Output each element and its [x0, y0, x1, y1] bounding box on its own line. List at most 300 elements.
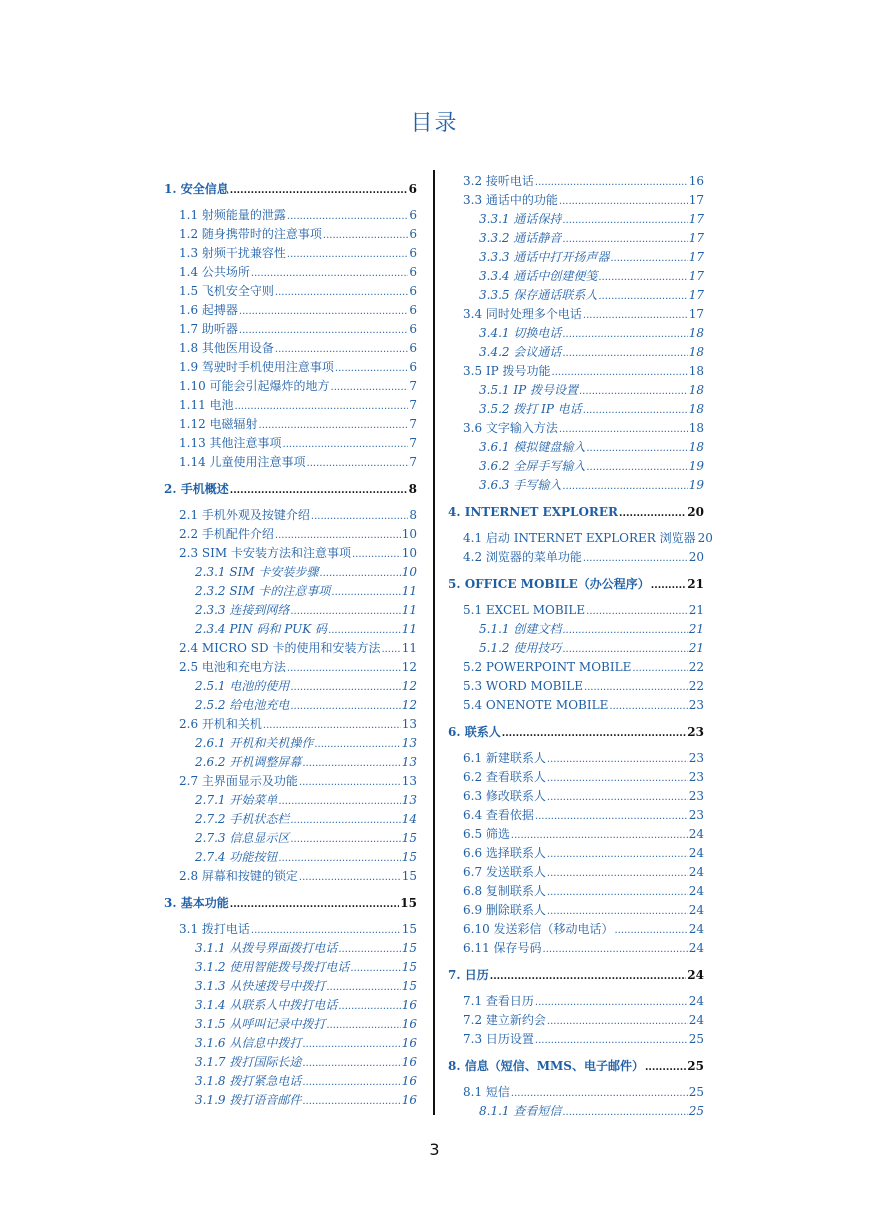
toc-entry-title: 4.1 启动 INTERNET EXPLORER 浏览器 — [463, 531, 696, 545]
toc-entry-page: 23 — [688, 751, 704, 765]
toc-leader-dots — [302, 753, 400, 773]
toc-entry[interactable] — [448, 502, 704, 522]
page-title: 目录 — [410, 111, 459, 136]
toc-entry-title: 1.4 公共场所 — [179, 265, 250, 279]
toc-entry[interactable] — [448, 939, 704, 958]
toc-entry-title: 3.3.4 通话中创建便笺 — [479, 269, 598, 283]
toc-entry-page: 17 — [688, 269, 704, 283]
toc-leader-dots — [278, 791, 400, 811]
toc-entry-title: 1.6 起搏器 — [179, 303, 238, 317]
toc-leader-dots — [230, 479, 408, 501]
toc-entry-title: 4.2 浏览器的菜单功能 — [463, 550, 582, 564]
toc-entry[interactable] — [164, 958, 417, 977]
toc-entry[interactable] — [164, 263, 417, 282]
toc-entry-page: 10 — [401, 565, 417, 579]
toc-entry-title: 3.6.1 模拟键盘输入 — [479, 440, 586, 454]
toc-entry-title: 3.1.1 从拨号界面拨打电话 — [195, 941, 338, 955]
toc-entry-title: 6.9 删除联系人 — [463, 903, 546, 917]
toc-entry[interactable] — [164, 415, 417, 434]
toc-entry[interactable] — [448, 722, 704, 742]
toc-entry[interactable] — [164, 1034, 417, 1053]
toc-entry-page: 7 — [409, 398, 417, 412]
toc-entry[interactable] — [448, 476, 704, 495]
toc-entry[interactable] — [448, 601, 704, 620]
toc-entry-page: 7 — [409, 455, 417, 469]
toc-entry[interactable] — [164, 677, 417, 696]
toc-entry-page: 6 — [409, 265, 417, 279]
toc-entry[interactable] — [164, 977, 417, 996]
toc-entry[interactable] — [164, 434, 417, 453]
toc-entry[interactable] — [448, 324, 704, 343]
toc-entry[interactable] — [164, 396, 417, 415]
toc-entry-page: 10 — [401, 527, 417, 541]
toc-entry-page: 21 — [687, 577, 704, 591]
toc-entry-page: 15 — [401, 979, 417, 993]
toc-entry[interactable] — [448, 658, 704, 677]
toc-leader-dots — [584, 677, 688, 697]
toc-entry[interactable] — [164, 225, 417, 244]
toc-leader-dots — [535, 1030, 688, 1050]
toc-entry-title: 3.1.4 从联系人中拨打电话 — [195, 998, 338, 1012]
toc-entry-title: 3.6 文字输入方法 — [463, 421, 558, 435]
toc-leader-dots — [287, 206, 408, 226]
toc-entry-title: 3.4 同时处理多个电话 — [463, 307, 582, 321]
toc-leader-dots — [615, 920, 688, 940]
toc-entry-page: 19 — [688, 459, 704, 473]
toc-entry-page: 15 — [401, 850, 417, 864]
toc-leader-dots — [235, 396, 409, 416]
toc-entry-page: 17 — [688, 193, 704, 207]
toc-entry[interactable] — [164, 582, 417, 601]
toc-entry-title: 2.4 MICRO SD 卡的使用和安装方法 — [179, 641, 381, 655]
toc-entry[interactable] — [448, 992, 704, 1011]
toc-leader-dots — [328, 620, 401, 640]
toc-entry-title: 3.1.6 从信息中拨打 — [195, 1036, 302, 1050]
toc-entry-page: 7 — [409, 417, 417, 431]
toc-leader-dots — [287, 658, 401, 678]
toc-leader-dots — [302, 1034, 400, 1054]
toc-leader-dots — [586, 457, 687, 477]
toc-leader-dots — [651, 574, 687, 596]
toc-entry[interactable] — [164, 639, 417, 658]
toc-entry[interactable] — [448, 419, 704, 438]
toc-entry[interactable] — [448, 286, 704, 305]
toc-entry[interactable] — [448, 639, 704, 658]
toc-entry-title: 7.3 日历设置 — [463, 1032, 534, 1046]
toc-entry-title: 3.2 接听电话 — [463, 174, 534, 188]
toc-leader-dots — [275, 525, 401, 545]
toc-entry[interactable] — [448, 1083, 704, 1102]
toc-leader-dots — [314, 734, 400, 754]
toc-entry[interactable] — [164, 772, 417, 791]
toc-leader-dots — [559, 419, 688, 439]
toc-entry-title: 3.4.2 会议通话 — [479, 345, 562, 359]
toc-entry-page: 25 — [688, 1085, 704, 1099]
toc-entry[interactable] — [448, 267, 704, 286]
toc-entry[interactable] — [164, 1053, 417, 1072]
toc-leader-dots — [299, 772, 401, 792]
toc-entry-title: 1.1 射频能量的泄露 — [179, 208, 286, 222]
toc-entry[interactable] — [164, 179, 417, 199]
toc-entry[interactable] — [448, 574, 704, 594]
toc-entry-title: 3.1.3 从快速拨号中拨打 — [195, 979, 326, 993]
toc-entry[interactable] — [164, 829, 417, 848]
toc-entry-title: 3.5.2 拨打 IP 电话 — [479, 402, 582, 416]
toc-entry-page: 16 — [401, 998, 417, 1012]
toc-entry-title: 5.1.2 使用技巧 — [479, 641, 562, 655]
toc-entry-page: 13 — [401, 736, 417, 750]
toc-leader-dots — [619, 502, 686, 524]
toc-entry[interactable] — [164, 244, 417, 263]
toc-entry-page: 16 — [401, 1036, 417, 1050]
toc-entry[interactable] — [448, 381, 704, 400]
toc-entry-page: 11 — [401, 584, 417, 598]
toc-entry-page: 15 — [400, 896, 417, 910]
toc-leader-dots — [547, 768, 688, 788]
toc-leader-dots — [543, 939, 688, 959]
toc-entry-page: 18 — [688, 326, 704, 340]
toc-entry-title: 2.7.3 信息显示区 — [195, 831, 290, 845]
toc-entry-page: 23 — [688, 789, 704, 803]
toc-left-column — [164, 172, 417, 1110]
toc-entry-title: 2.2 手机配件介绍 — [179, 527, 274, 541]
toc-entry-title: 2. 手机概述 — [164, 482, 229, 496]
toc-entry-title: 8. 信息（短信、MMS、电子邮件） — [448, 1059, 644, 1073]
toc-entry-title: 2.3.1 SIM 卡安装步骤 — [195, 565, 319, 579]
toc-entry[interactable] — [164, 734, 417, 753]
toc-entry-title: 4. INTERNET EXPLORER — [448, 505, 619, 519]
toc-entry-title: 2.3 SIM 卡安装方法和注意事项 — [179, 546, 351, 560]
page-number: 3 — [429, 1140, 440, 1159]
toc-entry-title: 2.6 开机和关机 — [179, 717, 262, 731]
toc-leader-dots — [323, 225, 408, 245]
toc-entry-page: 12 — [401, 660, 417, 674]
toc-entry[interactable] — [164, 1091, 417, 1110]
toc-leader-dots — [352, 544, 401, 564]
toc-leader-dots — [583, 548, 688, 568]
toc-entry[interactable] — [164, 282, 417, 301]
toc-entry-title: 5. OFFICE MOBILE（办公程序） — [448, 577, 650, 591]
toc-entry-page: 24 — [688, 994, 704, 1008]
toc-entry[interactable] — [448, 882, 704, 901]
toc-entry-page: 23 — [688, 770, 704, 784]
toc-entry[interactable] — [164, 339, 417, 358]
toc-entry-title: 3.6.3 手写输入 — [479, 478, 562, 492]
toc-entry[interactable] — [448, 191, 704, 210]
toc-entry[interactable] — [448, 248, 704, 267]
toc-leader-dots — [559, 191, 688, 211]
toc-entry[interactable] — [164, 453, 417, 472]
toc-entry[interactable] — [448, 400, 704, 419]
toc-entry-title: 3.3.1 通话保持 — [479, 212, 562, 226]
toc-entry[interactable] — [164, 320, 417, 339]
toc-entry[interactable] — [164, 206, 417, 225]
toc-entry[interactable] — [448, 768, 704, 787]
toc-entry-page: 13 — [401, 717, 417, 731]
toc-leader-dots — [239, 301, 408, 321]
toc-entry-title: 3.1.8 拨打紧急电话 — [195, 1074, 302, 1088]
toc-entry-page: 18 — [688, 383, 704, 397]
toc-entry-title: 1.8 其他医用设备 — [179, 341, 274, 355]
toc-entry-page: 6 — [409, 322, 417, 336]
toc-entry[interactable] — [448, 677, 704, 696]
toc-entry[interactable] — [164, 544, 417, 563]
toc-entry-page: 14 — [401, 812, 417, 826]
toc-entry-title: 2.5.1 电池的使用 — [195, 679, 290, 693]
toc-entry[interactable] — [448, 901, 704, 920]
toc-entry[interactable] — [164, 1072, 417, 1091]
toc-entry-title: 8.1.1 查看短信 — [479, 1104, 562, 1118]
toc-entry-title: 1.14 儿童使用注意事项 — [179, 455, 306, 469]
toc-entry[interactable] — [164, 996, 417, 1015]
toc-leader-dots — [535, 806, 688, 826]
toc-entry-page: 6 — [409, 360, 417, 374]
toc-entry-page: 17 — [688, 250, 704, 264]
toc-entry-title: 2.8 屏幕和按键的锁定 — [179, 869, 298, 883]
toc-leader-dots — [326, 1015, 400, 1035]
toc-entry-title: 3.4.1 切换电话 — [479, 326, 562, 340]
toc-entry-page: 24 — [688, 1013, 704, 1027]
toc-entry-title: 6.8 复制联系人 — [463, 884, 546, 898]
toc-entry[interactable] — [164, 506, 417, 525]
toc-entry[interactable] — [448, 1011, 704, 1030]
toc-entry[interactable] — [164, 479, 417, 499]
toc-leader-dots — [535, 992, 688, 1012]
toc-entry-page: 16 — [401, 1093, 417, 1107]
toc-entry[interactable] — [448, 210, 704, 229]
toc-entry-page: 6 — [409, 284, 417, 298]
toc-leader-dots — [331, 377, 409, 397]
toc-entry[interactable] — [164, 715, 417, 734]
toc-entry-page: 16 — [401, 1017, 417, 1031]
toc-entry-title: 3.6.2 全屏手写输入 — [479, 459, 586, 473]
toc-entry-page: 16 — [688, 174, 704, 188]
toc-entry-page: 25 — [688, 1104, 704, 1118]
toc-leader-dots — [335, 358, 408, 378]
toc-entry-page: 24 — [688, 884, 704, 898]
toc-entry[interactable] — [448, 529, 713, 548]
toc-entry[interactable] — [164, 563, 417, 582]
toc-entry[interactable] — [164, 893, 417, 913]
toc-entry-title: 8.1 短信 — [463, 1085, 510, 1099]
toc-entry-page: 18 — [688, 364, 704, 378]
toc-entry-page: 13 — [401, 793, 417, 807]
toc-entry-title: 6.7 发送联系人 — [463, 865, 546, 879]
toc-leader-dots — [552, 362, 688, 382]
toc-entry[interactable] — [448, 229, 704, 248]
toc-entry-page: 24 — [688, 903, 704, 917]
toc-leader-dots — [311, 506, 408, 526]
toc-entry-title: 1.5 飞机安全守则 — [179, 284, 274, 298]
toc-leader-dots — [583, 305, 688, 325]
toc-entry-page: 21 — [688, 641, 704, 655]
toc-leader-dots — [338, 939, 400, 959]
toc-entry[interactable] — [448, 787, 704, 806]
toc-leader-dots — [230, 179, 408, 201]
toc-entry[interactable] — [164, 658, 417, 677]
toc-entry-title: 7. 日历 — [448, 968, 489, 982]
toc-entry[interactable] — [448, 696, 704, 715]
toc-leader-dots — [547, 1011, 688, 1031]
toc-leader-dots — [259, 415, 409, 435]
toc-entry-title: 2.5 电池和充电方法 — [179, 660, 286, 674]
toc-leader-dots — [287, 244, 408, 264]
toc-leader-dots — [511, 825, 688, 845]
toc-leader-dots — [239, 320, 408, 340]
toc-entry-page: 25 — [688, 1032, 704, 1046]
toc-entry[interactable] — [448, 438, 704, 457]
toc-entry-page: 18 — [688, 345, 704, 359]
toc-entry-title: 3. 基本功能 — [164, 896, 229, 910]
toc-entry-title: 2.7.2 手机状态栏 — [195, 812, 290, 826]
toc-entry-title: 2.1 手机外观及按键介绍 — [179, 508, 310, 522]
toc-entry-page: 12 — [401, 679, 417, 693]
toc-entry-page: 8 — [408, 482, 417, 496]
toc-entry[interactable] — [448, 825, 704, 844]
toc-entry-title: 1.2 随身携带时的注意事项 — [179, 227, 322, 241]
toc-entry[interactable] — [164, 753, 417, 772]
toc-entry-title: 1.3 射频干扰兼容性 — [179, 246, 286, 260]
toc-entry-title: 5.1.1 创建文档 — [479, 622, 562, 636]
toc-entry-title: 2.3.3 连接到网络 — [195, 603, 290, 617]
toc-entry[interactable] — [448, 343, 704, 362]
toc-leader-dots — [562, 476, 687, 496]
toc-leader-dots — [290, 601, 400, 621]
toc-entry-title: 6.2 查看联系人 — [463, 770, 546, 784]
toc-entry-title: 6.4 查看依据 — [463, 808, 534, 822]
toc-leader-dots — [547, 787, 688, 807]
toc-leader-dots — [562, 620, 687, 640]
toc-entry-title: 1.11 电池 — [179, 398, 234, 412]
toc-entry[interactable] — [448, 749, 704, 768]
toc-entry[interactable] — [164, 920, 417, 939]
toc-entry-page: 7 — [409, 379, 417, 393]
toc-entry-page: 20 — [697, 531, 713, 545]
toc-leader-dots — [302, 1091, 400, 1111]
toc-entry-title: 1. 安全信息 — [164, 182, 229, 196]
toc-entry-page: 15 — [401, 869, 417, 883]
toc-entry-title: 5.3 WORD MOBILE — [463, 679, 583, 693]
toc-entry-page: 10 — [401, 546, 417, 560]
toc-entry[interactable] — [448, 806, 704, 825]
toc-leader-dots — [562, 229, 687, 249]
toc-entry-page: 15 — [401, 960, 417, 974]
toc-entry[interactable] — [164, 696, 417, 715]
toc-leader-dots — [290, 829, 400, 849]
toc-entry[interactable] — [448, 362, 704, 381]
toc-leader-dots — [263, 715, 401, 735]
toc-entry[interactable] — [448, 172, 704, 191]
toc-entry-page: 17 — [688, 212, 704, 226]
toc-leader-dots — [251, 920, 401, 940]
toc-entry[interactable] — [164, 377, 417, 396]
toc-entry[interactable] — [448, 1030, 704, 1049]
toc-entry[interactable] — [448, 1102, 704, 1121]
toc-leader-dots — [302, 1072, 400, 1092]
toc-entry-title: 3.3 通话中的功能 — [463, 193, 558, 207]
toc-leader-dots — [632, 658, 687, 678]
toc-entry-title: 1.13 其他注意事项 — [179, 436, 282, 450]
toc-leader-dots — [579, 381, 688, 401]
toc-entry-title: 3.3.3 通话中打开扬声器 — [479, 250, 610, 264]
toc-entry-title: 7.2 建立新约会 — [463, 1013, 546, 1027]
toc-entry-page: 24 — [688, 827, 704, 841]
toc-entry-page: 12 — [401, 698, 417, 712]
toc-leader-dots — [562, 343, 687, 363]
toc-entry[interactable] — [164, 848, 417, 867]
toc-leader-dots — [583, 400, 688, 420]
toc-entry[interactable] — [164, 525, 417, 544]
toc-entry[interactable] — [164, 1015, 417, 1034]
toc-entry[interactable] — [164, 358, 417, 377]
toc-leader-dots — [562, 1102, 687, 1122]
toc-entry[interactable] — [448, 620, 704, 639]
toc-entry-title: 6.3 修改联系人 — [463, 789, 546, 803]
toc-entry[interactable] — [448, 863, 704, 882]
toc-entry-title: 2.7 主界面显示及功能 — [179, 774, 298, 788]
toc-entry-page: 15 — [401, 922, 417, 936]
toc-entry[interactable] — [448, 457, 704, 476]
toc-entry[interactable] — [448, 920, 704, 939]
toc-leader-dots — [562, 210, 687, 230]
toc-entry[interactable] — [164, 301, 417, 320]
toc-entry-title: 3.3.2 通话静音 — [479, 231, 562, 245]
toc-entry-page: 11 — [401, 641, 417, 655]
toc-entry-page: 24 — [688, 941, 704, 955]
toc-leader-dots — [299, 867, 401, 887]
toc-entry-title: 2.6.1 开机和关机操作 — [195, 736, 314, 750]
toc-entry-page: 18 — [688, 402, 704, 416]
toc-entry[interactable] — [448, 548, 704, 567]
toc-entry[interactable] — [164, 810, 417, 829]
toc-leader-dots — [547, 844, 688, 864]
toc-entry-page: 13 — [401, 774, 417, 788]
toc-leader-dots — [547, 863, 688, 883]
toc-entry-title: 3.3.5 保存通话联系人 — [479, 288, 598, 302]
toc-leader-dots — [547, 749, 688, 769]
toc-leader-dots — [275, 339, 408, 359]
toc-entry-page: 15 — [401, 831, 417, 845]
toc-leader-dots — [610, 248, 687, 268]
toc-entry-title: 3.1 拨打电话 — [179, 922, 250, 936]
toc-entry[interactable] — [164, 601, 417, 620]
toc-leader-dots — [278, 848, 400, 868]
toc-entry-title: 3.1.7 拨打国际长途 — [195, 1055, 302, 1069]
toc-entry[interactable] — [164, 939, 417, 958]
toc-leader-dots — [251, 263, 408, 283]
toc-entry[interactable] — [448, 1056, 704, 1076]
toc-entry-title: 5.1 EXCEL MOBILE — [463, 603, 586, 617]
toc-entry[interactable] — [164, 620, 417, 639]
toc-entry-title: 3.5 IP 拨号功能 — [463, 364, 551, 378]
toc-leader-dots — [350, 958, 400, 978]
toc-leader-dots — [598, 286, 687, 306]
toc-leader-dots — [283, 434, 409, 454]
toc-entry-page: 6 — [409, 227, 417, 241]
toc-leader-dots — [598, 267, 687, 287]
toc-leader-dots — [319, 563, 400, 583]
toc-entry-title: 5.2 POWERPOINT MOBILE — [463, 660, 632, 674]
toc-leader-dots — [490, 965, 687, 987]
toc-entry-title: 1.9 驾驶时手机使用注意事项 — [179, 360, 334, 374]
toc-entry[interactable] — [448, 305, 704, 324]
toc-entry-title: 1.7 助听器 — [179, 322, 238, 336]
toc-entry[interactable] — [448, 965, 704, 985]
toc-entry-page: 25 — [687, 1059, 704, 1073]
toc-entry[interactable] — [164, 867, 417, 886]
toc-entry[interactable] — [448, 844, 704, 863]
toc-entry[interactable] — [164, 791, 417, 810]
